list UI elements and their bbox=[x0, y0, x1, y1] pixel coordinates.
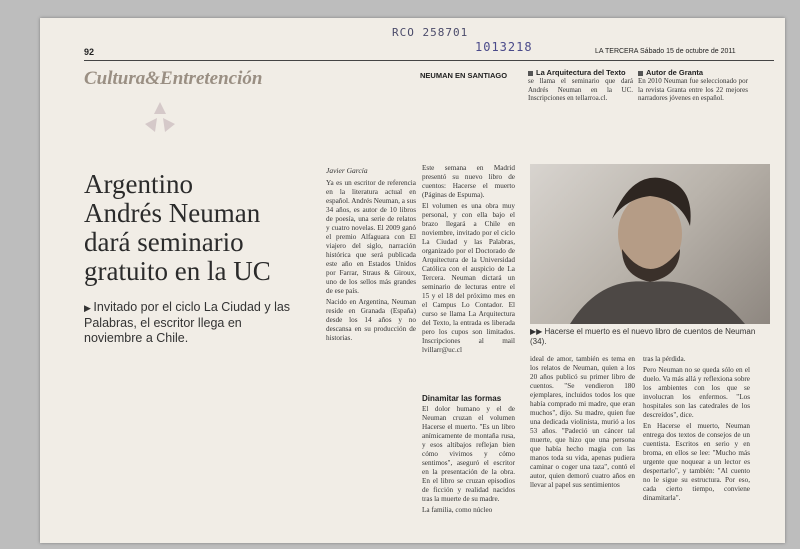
section-title: Cultura&Entretención bbox=[84, 68, 263, 89]
headline-line: dará seminario bbox=[84, 227, 244, 257]
paragraph: tras la pérdida. bbox=[643, 355, 686, 363]
paragraph: Este semana en Madrid presentó su nuevo libro de cuentos: Hacerse el muerto (Páginas de Espuma). bbox=[422, 164, 515, 199]
byline: Javier García bbox=[326, 166, 368, 175]
section-kicker: NEUMAN EN SANTIAGO bbox=[420, 71, 508, 80]
article-column-3 bbox=[422, 405, 515, 530]
paragraph: En Hacerse el muerto, Neuman entrega dos textos de consejos de un cuentista. Escritos en serio y en broma, en ellos se lee: "Mucho más urgente que noquear a un lector es despertarlo", y también: "Al cuento no le sigue su estructura. Por eso, cada cierto tiempo, conviene dinamitarla". bbox=[643, 422, 750, 502]
photo-caption: ▶▶ Hacerse el muerto es el nuevo libro de cuentos de Neuman (34). bbox=[530, 327, 756, 346]
newspaper-logo-icon bbox=[135, 100, 185, 140]
headline-line: Andrés Neuman bbox=[84, 198, 261, 228]
info-box-text: En 2010 Neuman fue seleccionado por la revista Granta entre los 22 mejores narradores jóvenes en español. bbox=[638, 77, 748, 102]
paragraph: El volumen es una obra muy personal, y con ella bajo el brazo llegará a Chile en noviembre, invitado por el ciclo La Ciudad y las Palabras, organizado por el Doctorado de Arquitectura de la Universidad Católica con el auspicio de La Tercera. Neuman dictará un seminario de lecturas entre el 15 y el 18 del próximo mes en el Campus Lo Contador. El curso se llama La Arquitectura del Texto, la entrada es liberada pero los cupos son limitados. Inscripciones al mail lvillarr@uc.cl bbox=[422, 202, 515, 354]
headline-line: gratuito en la UC bbox=[84, 256, 271, 286]
info-box-title: Autor de Granta bbox=[646, 68, 704, 77]
article-headline bbox=[84, 170, 314, 286]
archive-stamp-code: RCO 258701 bbox=[392, 26, 469, 39]
paragraph: Nacido en Argentina, Neuman reside en Granada (España) desde los 14 años y no descansa en su producción de historias. bbox=[326, 298, 416, 342]
paragraph: La familia, como núcleo bbox=[422, 506, 493, 514]
paragraph: Ya es un escritor de referencia en la literatura actual en español. Andrés Neuman, a sus 34 años, es autor de 10 libros de poesía, una serie de relatos y cuatro novelas. El 2009 ganó el premio Alfaguara con El viajero del siglo, narración histórica que será publicada este año en Estados Unidos por Farrar, Straus & Giroux, uno de los sellos más grandes de ese país. bbox=[326, 179, 416, 295]
paragraph: El dolor humano y el de Neuman cruzan el volumen Hacerse el muerto. "Es un libro anímicamente de montaña rusa, y esos altibajos reflejan bien cómo vivimos y cómo sentimos", aseguró el escritor en la presentación de la obra. En el libro se cruzan episodios de ficción y realidad nacidos tras la muerte de su madre. bbox=[422, 405, 515, 503]
article-subhead: Dinamitar las formas bbox=[422, 394, 502, 403]
info-box-granta bbox=[638, 68, 748, 105]
archive-stamp-number: 1013218 bbox=[475, 40, 533, 54]
paragraph: Pero Neuman no se queda sólo en el duelo. Va más allá y reflexiona sobre los ambientes con los que se involucran los enfermos. "Los hospitales son las catedrales de los descreídos", dice. bbox=[643, 366, 750, 419]
newspaper-clipping bbox=[40, 18, 785, 543]
article-column-5 bbox=[643, 355, 750, 535]
article-column-2 bbox=[422, 164, 515, 399]
info-box-text: se llama el seminario que dará Andrés Neuman en la UC. Inscripciones en tellarroa.cl. bbox=[528, 77, 633, 102]
info-box-seminar bbox=[528, 68, 633, 105]
portrait-image bbox=[530, 164, 770, 324]
page-number: 92 bbox=[84, 47, 95, 57]
author-photo bbox=[530, 164, 770, 324]
paragraph: ideal de amor, también es tema en los relatos de Neuman, quien a los 20 años publicó su primer libro de cuentos. "Se vendieron 180 ejemplares, incluidos todos los que había comprado mi madre, que eran muchos", dijo. Su madre, quien fue una dedicada violinista, murió a los 53 años. "Padeció un cáncer tal muerte, que hizo que una persona que había hecho magia con las manos toda su vida, apenas pudiera caminar o coger una taza", contó el autor, quien demoró cuatro años en llevar al papel sus sentimientos bbox=[530, 355, 635, 489]
article-column-4 bbox=[530, 355, 635, 535]
article-deck: ▶ Invitado por el ciclo La Ciudad y las Palabras, el escritor llega en noviembre a Chile. bbox=[84, 300, 291, 345]
article-column-1 bbox=[326, 179, 416, 349]
newspaper-date: LA TERCERA Sábado 15 de octubre de 2011 bbox=[595, 48, 736, 55]
info-box-title: La Arquitectura del Texto bbox=[536, 68, 626, 77]
headline-line: Argentino bbox=[84, 169, 193, 199]
